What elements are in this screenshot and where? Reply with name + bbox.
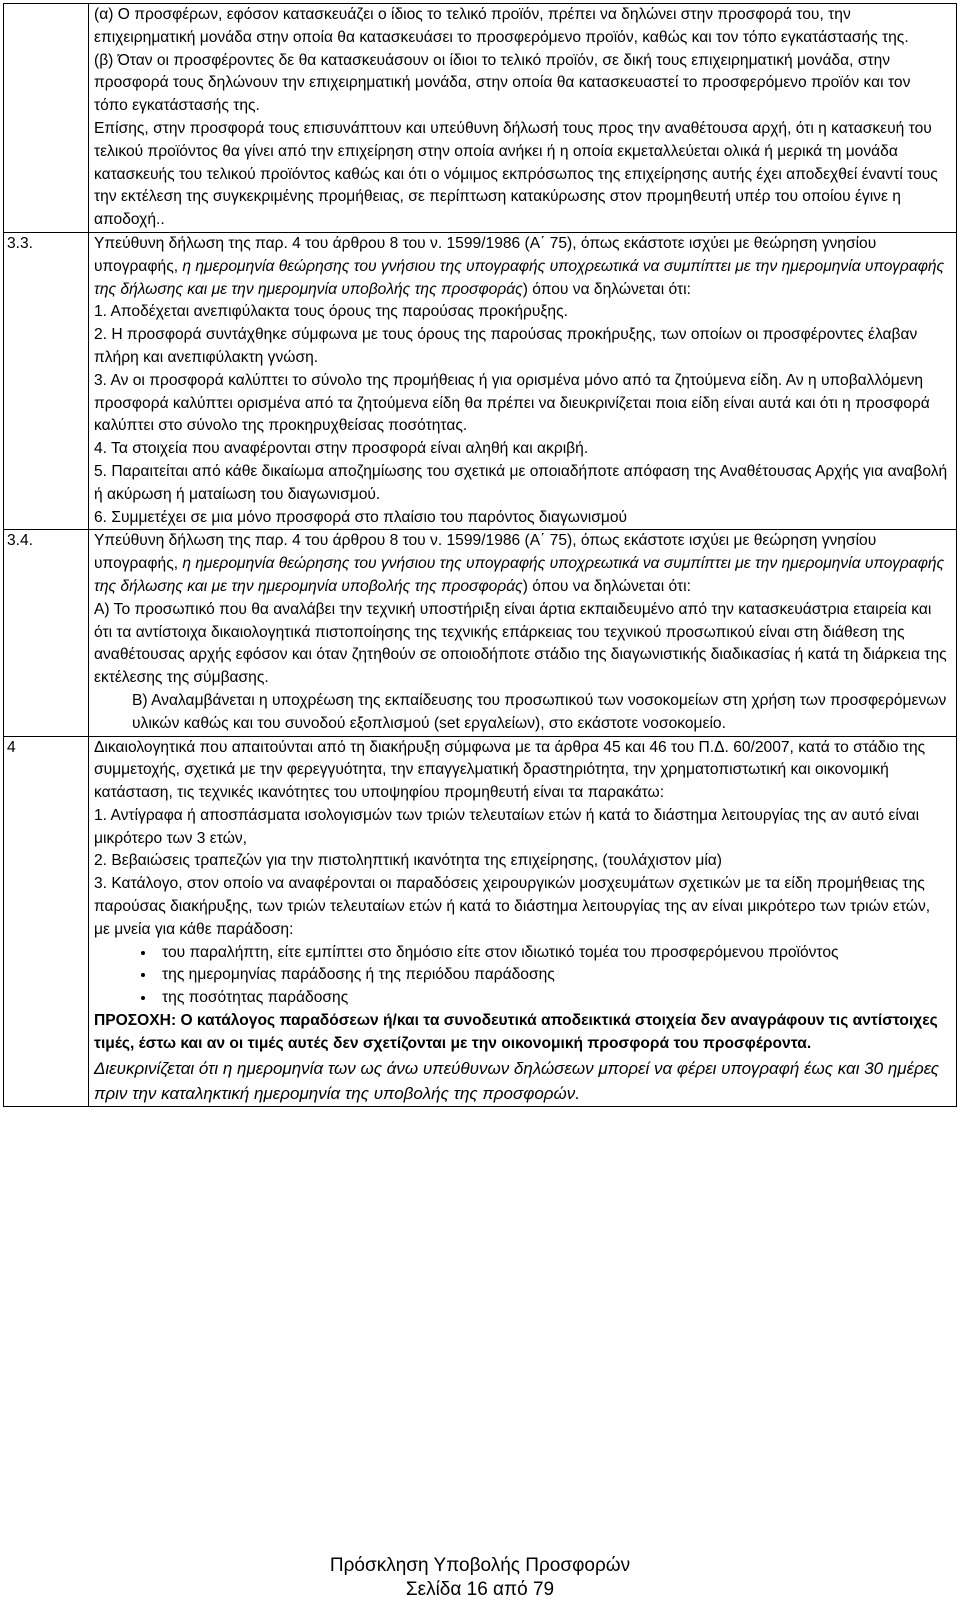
intro-italic-text: η ημερομηνία θεώρησης του γνήσιου της υπογραφής υποχρεωτικά να συμπίπτει με την ημερομηνία υπογραφής της δήλωσης και με την ημερομηνία υποβολής της προσφοράς	[94, 257, 945, 298]
intro-italic-text: η ημερομηνία θεώρησης του γνήσιου της υπογραφής υποχρεωτικά να συμπίπτει με την ημερομηνία υπογραφής της δήλωσης και με την ημερομηνία υποβολής της προσφοράς	[94, 555, 945, 595]
table-row	[4, 736, 957, 1106]
row-number: 3.4.	[4, 530, 89, 736]
table-row	[4, 4, 957, 233]
footer-title: Πρόσκληση Υποβολής Προσφορών	[329, 1555, 631, 1576]
intro-text: Υπεύθυνη δήλωση της παρ. 4 του άρθρου 8 του ν. 1599/1986 (Α΄ 75), όπως εκάστοτε ισχύει με θεώρηση γνησίου υπογραφής,	[94, 532, 877, 573]
delivery-details-list	[94, 942, 948, 1010]
list-item: 2. Η προσφορά συντάχθηκε σύμφωνα με τους όρους της παρούσας προκήρυξης, των οποίων οι προσφέροντες έλαβαν πλήρη και ανεπιφύλακτη γνώση.	[94, 326, 918, 366]
bullet-item: • της ημερομηνίας παράδοσης ή της περιόδου παράδοσης	[156, 964, 948, 987]
list-item: 3. Κατάλογο, στον οποίο να αναφέρονται οι παραδόσεις χειρουργικών μοσχευμάτων σχετικών με τα είδη προμήθειας της παρούσας διακήρυξης, των τριών τελευταίων ετών ή κατά το διάστημα λειτουργίας της αν είναι μικρότερο των τριών ετών, με μνεία για κάθε παράδοση:	[94, 875, 931, 938]
warning-note: ΠΡΟΣΟΧΗ: Ο κατάλογος παραδόσεων ή/και τα συνοδευτικά αποδεικτικά στοιχεία δεν αναγράφουν τις αντίστοιχες τιμές, έστω και αν οι τιμές αυτές δεν σχετίζονται με την οικονομική προσφορά του προσφέροντα.	[94, 1012, 938, 1052]
declaration-intro	[94, 233, 948, 301]
paragraph-b: Β) Αναλαμβάνεται η υποχρέωση της εκπαίδευσης του προσωπικού των νοσοκομείων στη χρήση των προσφερόμενων υλικών καθώς και του συνοδού εξοπλισμού (set εργαλείων), στο εκάστοτε νοσοκομείο.	[132, 691, 947, 732]
row-content	[89, 530, 957, 736]
paragraph-b: (β) Όταν οι προσφέροντες δε θα κατασκευάσουν οι ίδιοι το τελικό προϊόν, σε δική τους επιχειρηματική μονάδα, στην προσφορά τους δηλώνουν την επιχειρηματική μονάδα, στην οποία θα κατασκευαστεί το προσφερόμενο προϊόν και τον τόπο εγκατάστασής της.	[94, 51, 911, 115]
bullet-item: • της ποσότητας παράδοσης	[156, 987, 948, 1010]
intro-text: Υπεύθυνη δήλωση της παρ. 4 του άρθρου 8 του ν. 1599/1986 (Α΄ 75), όπως εκάστοτε ισχύει με θεώρηση γνησίου υπογραφής,	[94, 234, 877, 275]
paragraph-a: (α) Ο προσφέρων, εφόσον κατασκευάζει ο ίδιος το τελικό προϊόν, πρέπει να δηλώνει στην προσφορά του, την επιχειρηματική μονάδα στην οποία θα κατασκευάσει το προσφερόμενο προϊόν, καθώς και τον τόπο εγκατάστασής της.	[94, 6, 909, 46]
list-item: 4. Τα στοιχεία που αναφέρονται στην προσφορά είναι αληθή και ακριβή.	[94, 440, 589, 458]
list-item: 6. Συμμετέχει σε μια μόνο προσφορά στο πλαίσιο του παρόντος διαγωνισμού	[94, 508, 628, 526]
list-item: 2. Βεβαιώσεις τραπεζών για την πιστοληπτική ικανότητα της επιχείρησης, (τουλάχιστον μία)	[94, 852, 722, 870]
paragraph-c: Επίσης, στην προσφορά τους επισυνάπτουν και υπεύθυνη δήλωσή τους προς την αναθέτουσα αρχή, ότι η κατασκευή του τελικού προϊόντος θα γίνει από την επιχείρηση στην οποία ανήκει ή η οποία εκμεταλλεύεται ολικά ή μερικά τη μονάδα κατασκευής του τελικού προϊόντος καθώς και ότι ο νόμιμος εκπρόσωπος της επιχείρησης αυτής έχει αποδεχθεί έναντί τους την εκτέλεση της συγκεκριμένης προμήθειας, σε περίπτωση κατακύρωσης στον προμηθευτή υπέρ του οποίου έγινε η αποδοχή..	[94, 119, 938, 229]
list-item: 3. Αν οι προσφορά καλύπτει το σύνολο της προμήθειας ή για ορισμένα μόνο από τα ζητούμενα είδη. Αν η υποβαλλόμενη προσφορά καλύπτει ορισμένα από τα ζητούμενα είδη θα πρέπει να διευκρινίζεται ποια είδη είναι αυτά και ότι η προσφορά καλύπτει στο σύνολο της προκηρυχθείσας ποσότητας.	[94, 371, 930, 435]
clarification-note: Διευκρινίζεται ότι η ημερομηνία των ως άνω υπεύθυνων δηλώσεων μπορεί να φέρει υπογραφή έως και 30 ημέρες πριν την καταληκτική ημερομηνία της υποβολής της προσφορών.	[94, 1058, 940, 1103]
bullet-item: • του παραλήπτη, είτε εμπίπτει στο δημόσιο είτε στον ιδιωτικό τομέα του προσφερόμενου προϊόντος	[156, 942, 948, 965]
list-item: 1. Αντίγραφα ή αποσπάσματα ισολογισμών των τριών τελευταίων ετών ή κατά το διάστημα λειτουργίας της αν αυτό είναι μικρότερο των 3 ετών,	[94, 806, 920, 847]
footer-page-number: Σελίδα 16 από 79	[405, 1579, 555, 1600]
section-intro: Δικαιολογητικά που απαιτούνται από τη διακήρυξη σύμφωνα με τα άρθρα 45 και 46 του Π.Δ. 60/2007, κατά το στάδιο της συμμετοχής, σχετικά με την φερεγγυότητα, την επαγγελματική δραστηριότητα, την χρηματοπιστωτική και οικονομική κατάσταση, τις τεχνικές ικανότητες του υποψηφίου προμηθευτή είναι τα παρακάτω:	[94, 738, 926, 802]
table-row	[4, 530, 957, 736]
paragraph-a: Α) Το προσωπικό που θα αναλάβει την τεχνική υποστήριξη είναι άρτια εκπαιδευμένο από την κατασκευάστρια εταιρεία και ότι τα αντίστοιχα δικαιολογητικά πιστοποίησης της τεχνικής επάρκειας του τεχνικού προσωπικού είναι στη διάθεση της αναθέτουσας αρχής εφόσον και όταν ζητηθούν σε οποιοδήποτε στάδιο της διαγωνιστικής διαδικασίας ή κατά τη διάρκεια της εκτέλεσης της σύμβασης.	[94, 600, 947, 687]
intro-end-text: ) όπου να δηλώνεται ότι:	[522, 280, 691, 298]
table-row	[4, 232, 957, 529]
list-item: 5. Παραιτείται από κάθε δικαίωμα αποζημίωσης του σχετικά με οποιαδήποτε απόφαση της Αναθέτουσας Αρχής για αναβολή ή ακύρωση ή ματαίωση του διαγωνισμού.	[94, 462, 948, 503]
row-number	[4, 4, 89, 233]
row-content	[89, 736, 957, 1106]
list-item: 1. Αποδέχεται ανεπιφύλακτα τους όρους της παρούσας προκήρυξης.	[94, 303, 568, 321]
intro-end-text: ) όπου να δηλώνεται ότι:	[522, 577, 691, 595]
row-content	[89, 232, 957, 529]
row-number: 4	[4, 736, 89, 1106]
declaration-intro	[94, 530, 948, 598]
requirements-table	[3, 3, 957, 1107]
row-content	[89, 4, 957, 233]
row-number: 3.3.	[4, 232, 89, 529]
